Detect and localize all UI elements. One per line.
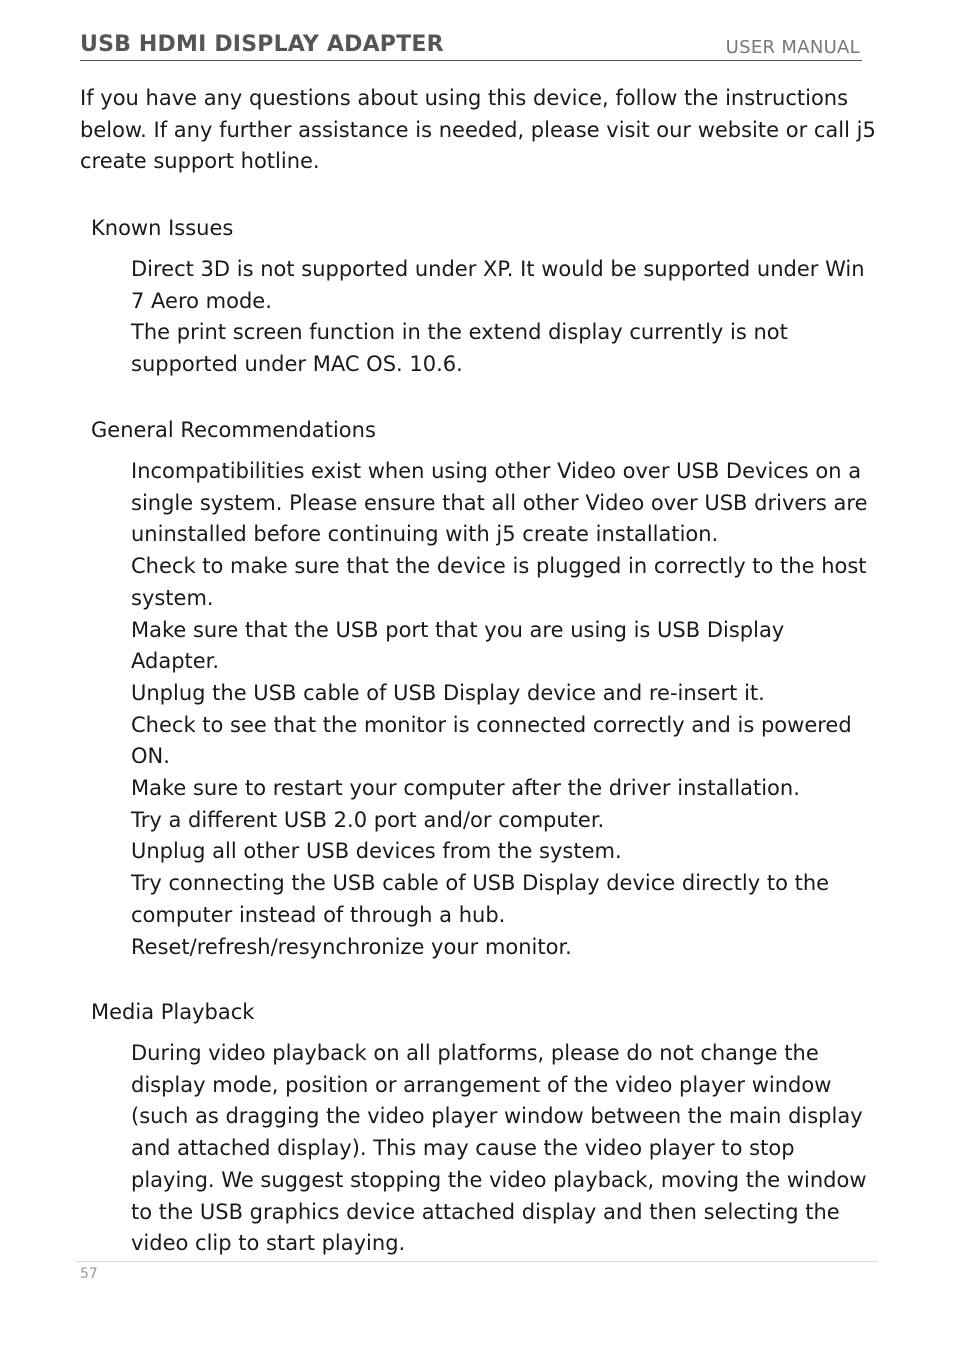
media-playback-paragraph: During video playback on all platforms, please do not change the display mode, position or arrangement of the video player window (such as dragging the video player window between the main display and attached display). This may cause the video player to stop playing. We suggest stopping the video playback, moving the window to the USB graphics device attached display and then selecting the video clip to start playing. bbox=[131, 1041, 867, 1256]
list-item bbox=[131, 836, 876, 868]
footer-divider bbox=[76, 1261, 878, 1262]
manual-label: USER MANUAL bbox=[725, 37, 860, 58]
recommendation-8: Unplug all other USB devices from the system. bbox=[131, 839, 622, 864]
recommendation-9: Try connecting the USB cable of USB Display device directly to the computer instead of through a hub. bbox=[131, 871, 830, 927]
page-number: 57 bbox=[80, 1266, 98, 1282]
list-item bbox=[131, 678, 876, 710]
page-header bbox=[80, 30, 862, 61]
known-issue-2: The print screen function in the extend display currently is not supported under MAC OS. 10.6. bbox=[131, 320, 788, 377]
document-title: USB HDMI DISPLAY ADAPTER bbox=[80, 32, 444, 57]
recommendation-7: Try a different USB 2.0 port and/or computer. bbox=[131, 807, 605, 832]
general-recommendations-list bbox=[131, 456, 876, 963]
recommendation-6: Make sure to restart your computer after the driver installation. bbox=[131, 776, 800, 801]
list-item bbox=[131, 773, 876, 805]
known-issues-list bbox=[131, 254, 876, 381]
list-item bbox=[131, 317, 876, 380]
recommendation-10: Reset/refresh/resynchronize your monitor. bbox=[131, 934, 572, 959]
list-item bbox=[131, 456, 876, 551]
recommendation-5: Check to see that the monitor is connected correctly and is powered ON. bbox=[131, 712, 852, 769]
known-issue-1: Direct 3D is not supported under XP. It would be supported under Win 7 Aero mode. bbox=[131, 257, 865, 313]
list-item bbox=[131, 254, 876, 317]
recommendation-3: Make sure that the USB port that you are using is USB Display Adapter. bbox=[131, 617, 785, 674]
known-issues-heading: Known Issues bbox=[91, 216, 234, 240]
list-item bbox=[131, 932, 876, 964]
list-item bbox=[131, 868, 876, 931]
recommendation-4: Unplug the USB cable of USB Display device and re-insert it. bbox=[131, 680, 765, 705]
list-item bbox=[131, 551, 876, 614]
list-item bbox=[131, 805, 876, 837]
recommendation-1: Incompatibilities exist when using other Video over USB Devices on a single system. Please ensure that all other Video over USB drivers are uninstalled before continuing with j5 create installation. bbox=[131, 459, 868, 547]
list-item bbox=[131, 710, 876, 773]
general-recommendations-heading: General Recommendations bbox=[91, 418, 376, 442]
list-item bbox=[131, 615, 876, 678]
recommendation-2: Check to make sure that the device is plugged in correctly to the host system. bbox=[131, 554, 867, 610]
intro-paragraph: If you have any questions about using this device, follow the instructions below. If any further assistance is needed, please visit our website or call j5 create support hotline. bbox=[80, 86, 876, 174]
media-playback-heading: Media Playback bbox=[91, 1000, 255, 1024]
